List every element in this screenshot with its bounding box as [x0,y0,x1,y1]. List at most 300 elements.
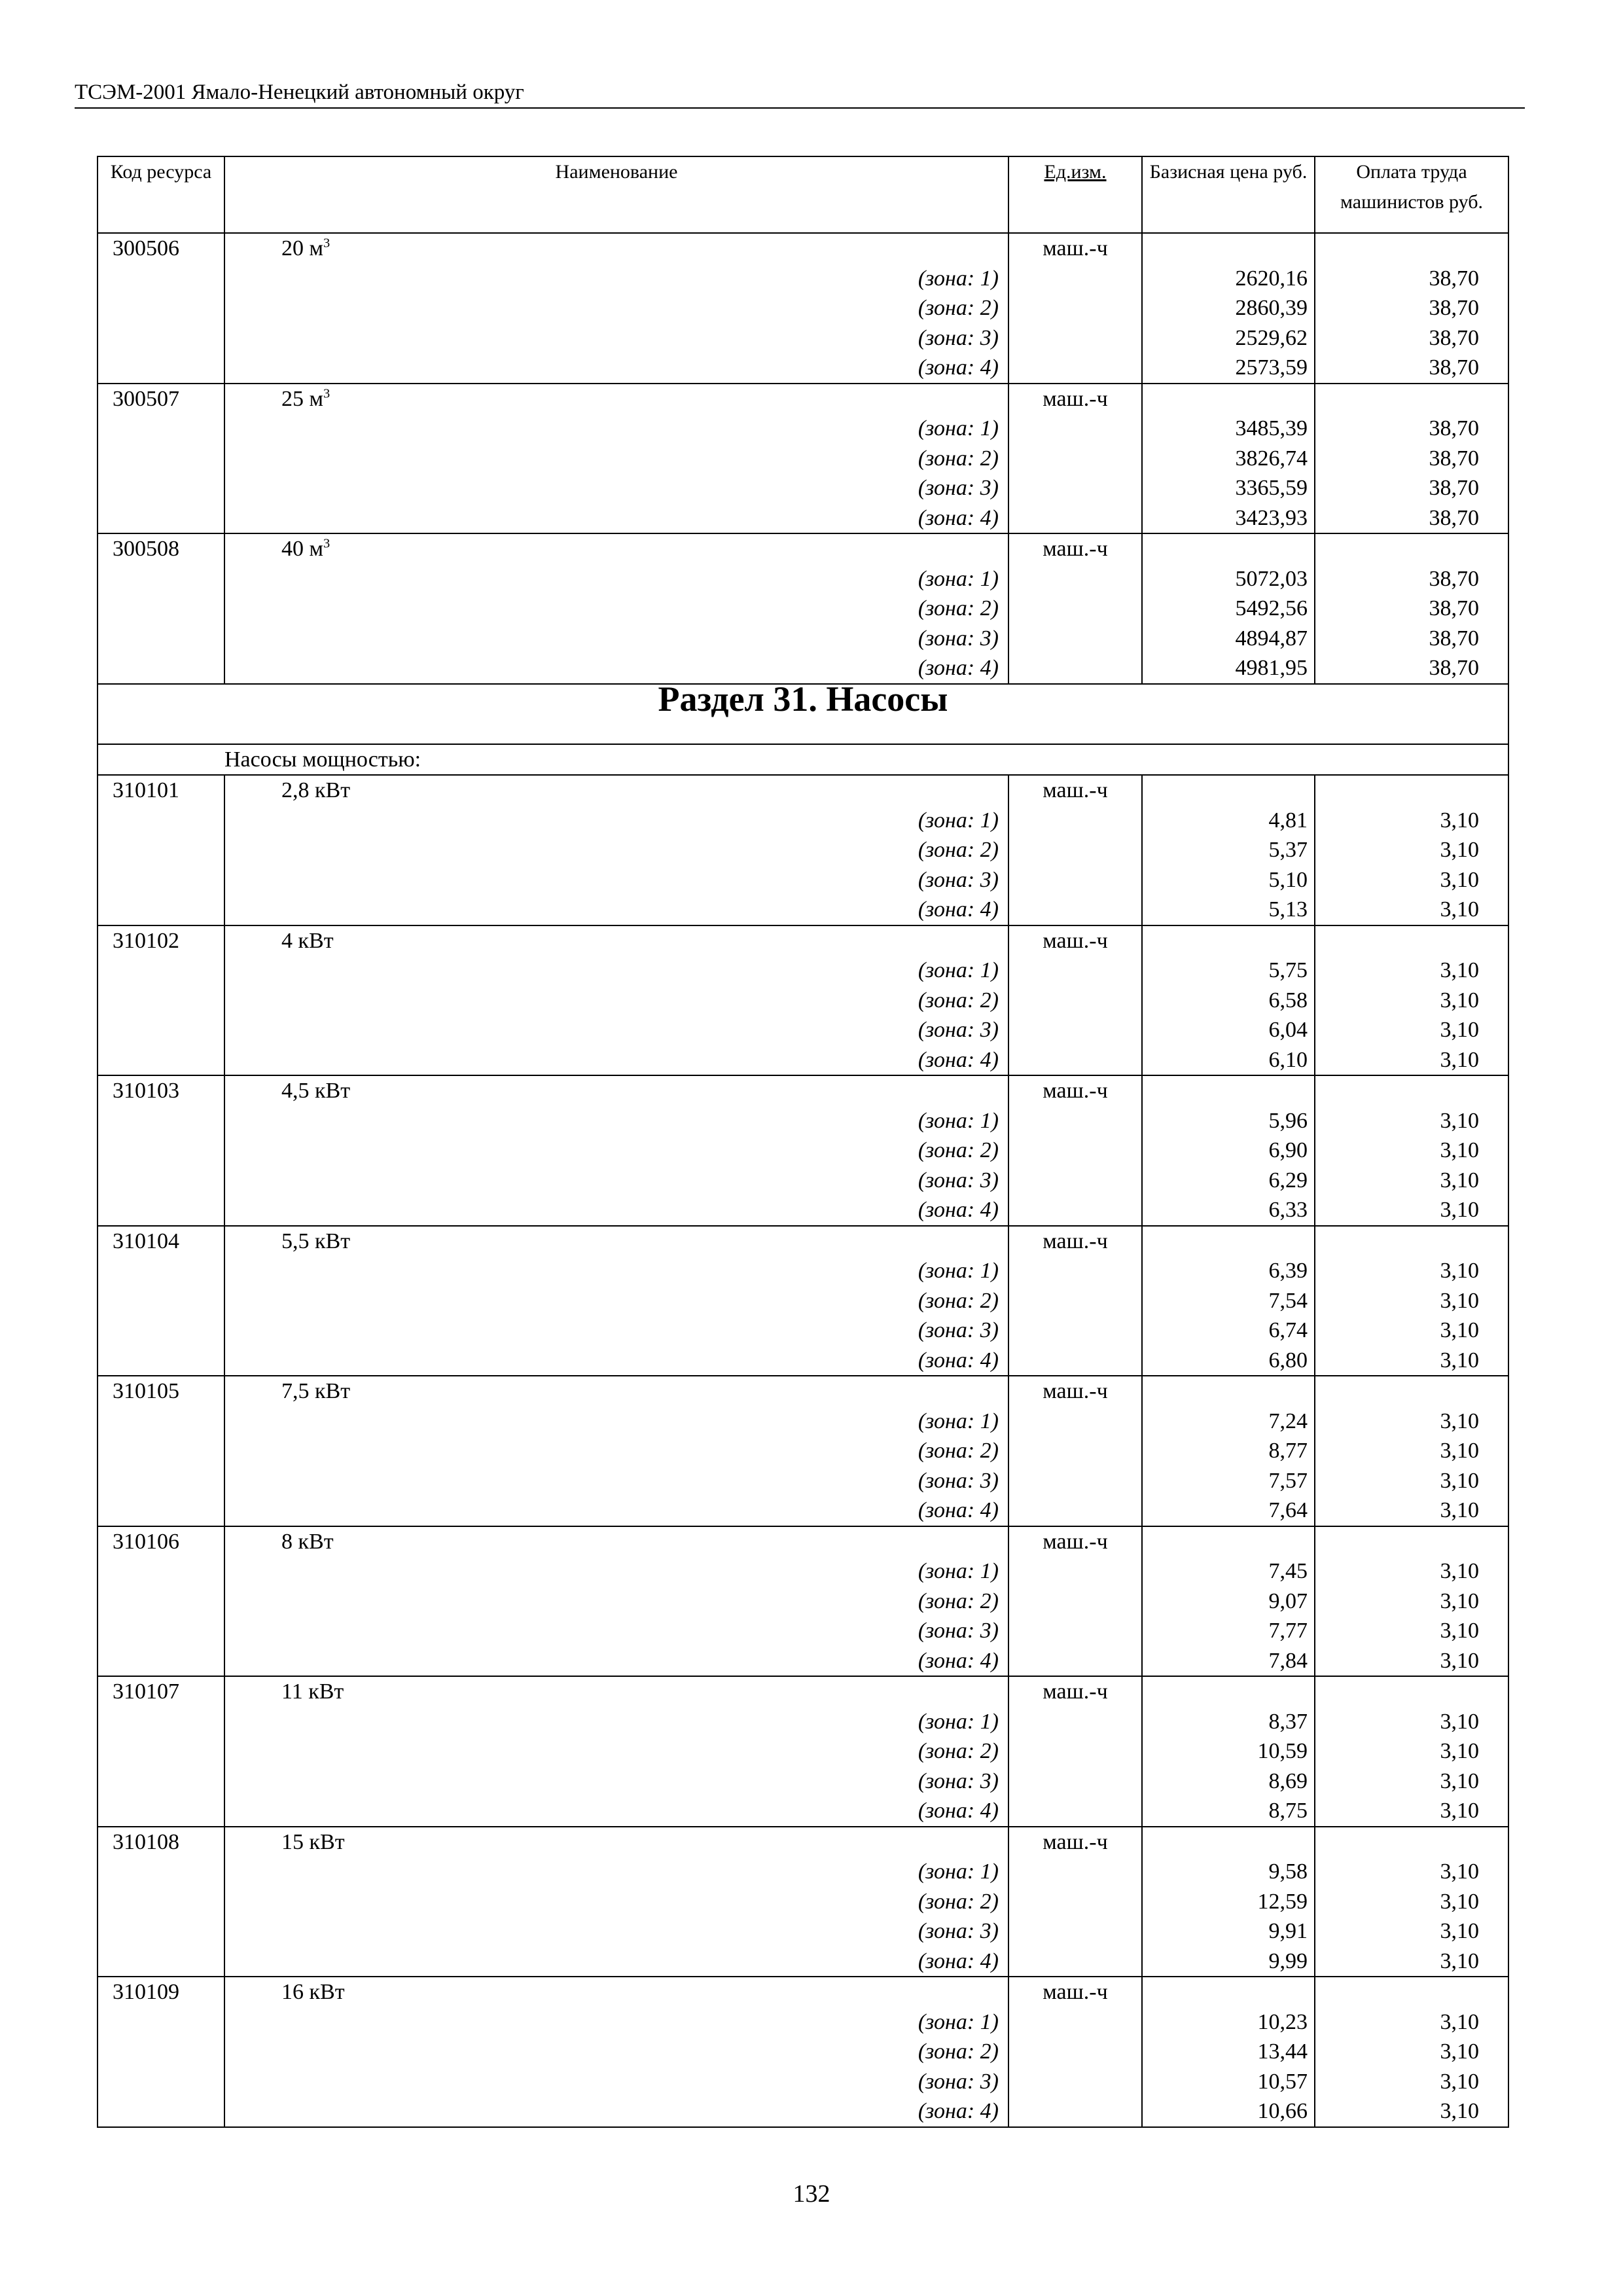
zone-label: (зона: 3) [224,624,1008,654]
operator-pay: 3,10 [1315,1466,1508,1496]
unit-cell [1008,1466,1142,1496]
zone-label: (зона: 2) [224,835,1008,865]
zone-row [98,1407,1508,1437]
resource-name-text: 5,5 кВт [281,1229,351,1253]
resource-unit: маш.-ч [1008,1526,1142,1557]
zone-row [98,1556,1508,1587]
resource-unit: маш.-ч [1008,925,1142,956]
unit-cell [1008,1946,1142,1977]
operator-pay: 3,10 [1315,865,1508,895]
operator-pay: 3,10 [1315,1767,1508,1797]
zone-label: (зона: 1) [224,564,1008,594]
operator-pay: 3,10 [1315,1916,1508,1946]
code-cell [98,986,224,1016]
zone-label: (зона: 3) [224,1616,1008,1646]
code-cell [98,1646,224,1677]
unit-cell [1008,1195,1142,1226]
base-price: 10,59 [1142,1736,1315,1767]
unit-cell [1008,1286,1142,1316]
zone-label: (зона: 2) [224,986,1008,1016]
code-cell [98,865,224,895]
code-cell [98,564,224,594]
price-cell [1142,1376,1315,1407]
unit-cell [1008,1916,1142,1946]
base-price: 7,45 [1142,1556,1315,1587]
unit-cell [1008,2007,1142,2037]
code-cell [98,1707,224,1737]
base-price: 3365,59 [1142,473,1315,503]
unit-cell [1008,1616,1142,1646]
operator-pay: 3,10 [1315,1136,1508,1166]
resource-name-text: 40 м [281,537,324,561]
resource-name [224,384,1008,414]
operator-pay: 3,10 [1315,1946,1508,1977]
base-price: 6,90 [1142,1136,1315,1166]
zone-row [98,473,1508,503]
unit-cell [1008,653,1142,684]
cubic-superscript: 3 [323,536,330,551]
code-cell [98,444,224,474]
base-price: 5,75 [1142,956,1315,986]
code-cell [98,1316,224,1346]
code-cell [98,1436,224,1466]
zone-row [98,1857,1508,1887]
base-price: 6,39 [1142,1256,1315,1286]
unit-cell [1008,1316,1142,1346]
code-cell [98,956,224,986]
base-price: 12,59 [1142,1887,1315,1917]
base-price: 9,07 [1142,1587,1315,1617]
price-cell [1142,1075,1315,1106]
base-price: 6,33 [1142,1195,1315,1226]
zone-label: (зона: 1) [224,1556,1008,1587]
section-title-row [98,684,1508,744]
section-subtitle: Насосы мощностью: [224,744,1508,776]
resource-table [97,156,1509,2128]
code-cell [98,1796,224,1827]
resource-code: 310108 [98,1827,224,1857]
zone-row [98,293,1508,323]
operator-pay: 3,10 [1315,2067,1508,2097]
code-cell [98,414,224,444]
zone-label: (зона: 2) [224,1436,1008,1466]
pay-cell [1315,233,1508,264]
resource-name [224,1226,1008,1257]
zone-row [98,1916,1508,1946]
operator-pay: 3,10 [1315,1015,1508,1045]
zone-row [98,1045,1508,1076]
zone-label: (зона: 3) [224,1166,1008,1196]
resource-name-text: 8 кВт [281,1529,334,1554]
base-price: 6,10 [1142,1045,1315,1076]
zone-label: (зона: 2) [224,1136,1008,1166]
resource-code: 310102 [98,925,224,956]
zone-label: (зона: 3) [224,2067,1008,2097]
operator-pay: 3,10 [1315,1556,1508,1587]
zone-row [98,1106,1508,1136]
zone-label: (зона: 4) [224,503,1008,534]
code-cell [98,1556,224,1587]
operator-pay: 3,10 [1315,1736,1508,1767]
price-cell [1142,1526,1315,1557]
zone-row [98,323,1508,353]
unit-cell [1008,1136,1142,1166]
resource-unit: маш.-ч [1008,1226,1142,1257]
pay-cell [1315,775,1508,806]
zone-row [98,956,1508,986]
operator-pay: 3,10 [1315,1857,1508,1887]
code-cell [98,1346,224,1376]
base-price: 8,69 [1142,1767,1315,1797]
code-cell [98,624,224,654]
unit-cell [1008,1496,1142,1526]
zone-label: (зона: 1) [224,1857,1008,1887]
price-cell [1142,233,1315,264]
page-number: 132 [793,2180,830,2208]
zone-row [98,1436,1508,1466]
code-cell [98,1946,224,1977]
zone-label: (зона: 4) [224,1946,1008,1977]
zone-label: (зона: 2) [224,1736,1008,1767]
code-cell [98,2007,224,2037]
zone-label: (зона: 4) [224,353,1008,384]
zone-label: (зона: 1) [224,414,1008,444]
table-row [98,1526,1508,1557]
resource-name [224,775,1008,806]
base-price: 7,24 [1142,1407,1315,1437]
operator-pay: 3,10 [1315,1796,1508,1827]
resource-name-text: 4 кВт [281,928,334,953]
price-cell [1142,925,1315,956]
resource-code: 310104 [98,1226,224,1257]
zone-label: (зона: 1) [224,1707,1008,1737]
base-price: 4894,87 [1142,624,1315,654]
operator-pay: 3,10 [1315,2096,1508,2127]
base-price: 7,84 [1142,1646,1315,1677]
code-cell [98,1587,224,1617]
resource-code: 310106 [98,1526,224,1557]
operator-pay: 3,10 [1315,956,1508,986]
base-price: 10,66 [1142,2096,1315,2127]
unit-cell [1008,444,1142,474]
base-price: 3485,39 [1142,414,1315,444]
operator-pay: 3,10 [1315,2007,1508,2037]
zone-row [98,865,1508,895]
base-price: 2620,16 [1142,264,1315,294]
unit-cell [1008,986,1142,1016]
zone-row [98,1256,1508,1286]
unit-cell [1008,293,1142,323]
unit-cell [1008,1587,1142,1617]
operator-pay: 3,10 [1315,1436,1508,1466]
operator-pay: 38,70 [1315,624,1508,654]
zone-row [98,806,1508,836]
resource-code: 300506 [98,233,224,264]
zone-row [98,2007,1508,2037]
zone-row [98,503,1508,534]
operator-pay: 3,10 [1315,835,1508,865]
base-price: 4,81 [1142,806,1315,836]
unit-cell [1008,1646,1142,1677]
code-cell [98,264,224,294]
zone-label: (зона: 3) [224,1767,1008,1797]
zone-row [98,1286,1508,1316]
price-cell [1142,1977,1315,2007]
header-pay: Оплата труда машинистов руб. [1315,156,1508,233]
zone-label: (зона: 1) [224,806,1008,836]
resource-code: 310107 [98,1676,224,1707]
zone-row [98,1015,1508,1045]
unit-cell [1008,1045,1142,1076]
zone-row [98,594,1508,624]
code-cell [98,1256,224,1286]
zone-row [98,986,1508,1016]
operator-pay: 38,70 [1315,503,1508,534]
base-price: 7,54 [1142,1286,1315,1316]
table-header-row [98,156,1508,233]
base-price: 5,10 [1142,865,1315,895]
code-cell [98,1496,224,1526]
base-price: 6,58 [1142,986,1315,1016]
code-cell [98,1407,224,1437]
header-code: Код ресурса [98,156,224,233]
table-row [98,1676,1508,1707]
pay-cell [1315,1676,1508,1707]
zone-row [98,353,1508,384]
zone-label: (зона: 3) [224,1916,1008,1946]
table-body-top [98,233,1508,684]
zone-label: (зона: 4) [224,1496,1008,1526]
pay-cell [1315,925,1508,956]
price-cell [1142,1676,1315,1707]
code-cell [98,323,224,353]
zone-row [98,1316,1508,1346]
zone-label: (зона: 3) [224,865,1008,895]
resource-code: 310105 [98,1376,224,1407]
operator-pay: 3,10 [1315,1316,1508,1346]
zone-label: (зона: 2) [224,293,1008,323]
base-price: 10,57 [1142,2067,1315,2097]
base-price: 9,99 [1142,1946,1315,1977]
unit-cell [1008,1857,1142,1887]
operator-pay: 3,10 [1315,895,1508,925]
code-cell [98,1616,224,1646]
zone-row [98,1496,1508,1526]
zone-label: (зона: 1) [224,2007,1008,2037]
operator-pay: 3,10 [1315,1496,1508,1526]
resource-name-text: 25 м [281,386,324,411]
resource-unit: маш.-ч [1008,1075,1142,1106]
base-price: 5,37 [1142,835,1315,865]
zone-row [98,1166,1508,1196]
resource-name [224,533,1008,564]
unit-cell [1008,2096,1142,2127]
table-row [98,1075,1508,1106]
zone-label: (зона: 1) [224,1407,1008,1437]
zone-label: (зона: 2) [224,1286,1008,1316]
code-cell [98,2067,224,2097]
section-block [98,679,1508,776]
table-row [98,1376,1508,1407]
code-cell [98,1166,224,1196]
zone-label: (зона: 1) [224,956,1008,986]
pay-cell [1315,533,1508,564]
zone-row [98,1136,1508,1166]
code-cell [98,1195,224,1226]
resource-unit: маш.-ч [1008,775,1142,806]
code-cell [98,353,224,384]
cubic-superscript: 3 [323,386,330,401]
section-title: Раздел 31. Насосы [98,684,1508,744]
code-cell [98,503,224,534]
resource-name [224,1827,1008,1857]
code-cell [98,653,224,684]
operator-pay: 3,10 [1315,1346,1508,1376]
resource-name-text: 20 м [281,236,324,260]
base-price: 2573,59 [1142,353,1315,384]
code-cell [98,2096,224,2127]
operator-pay: 38,70 [1315,264,1508,294]
zone-label: (зона: 2) [224,1887,1008,1917]
resource-unit: маш.-ч [1008,533,1142,564]
zone-label: (зона: 3) [224,473,1008,503]
unit-cell [1008,2037,1142,2067]
code-cell [98,1736,224,1767]
unit-cell [1008,1407,1142,1437]
operator-pay: 38,70 [1315,353,1508,384]
zone-row [98,1767,1508,1797]
zone-row [98,1646,1508,1677]
zone-label: (зона: 1) [224,1256,1008,1286]
zone-row [98,444,1508,474]
section-subtitle-row [98,744,1508,776]
zone-label: (зона: 4) [224,1195,1008,1226]
zone-label: (зона: 2) [224,2037,1008,2067]
operator-pay: 38,70 [1315,414,1508,444]
resource-name-text: 11 кВт [281,1679,344,1704]
base-price: 13,44 [1142,2037,1315,2067]
code-cell [98,835,224,865]
code-cell [98,293,224,323]
zone-row [98,1946,1508,1977]
code-cell [98,594,224,624]
zone-label: (зона: 4) [224,1796,1008,1827]
code-cell [98,1767,224,1797]
code-cell [98,806,224,836]
zone-row [98,564,1508,594]
operator-pay: 3,10 [1315,1407,1508,1437]
zone-row [98,2037,1508,2067]
base-price: 3826,74 [1142,444,1315,474]
base-price: 5492,56 [1142,594,1315,624]
zone-label: (зона: 2) [224,1587,1008,1617]
unit-cell [1008,1346,1142,1376]
code-cell [98,1916,224,1946]
pay-cell [1315,1827,1508,1857]
table-row [98,1977,1508,2007]
operator-pay: 38,70 [1315,444,1508,474]
code-cell [98,1015,224,1045]
resource-name [224,1977,1008,2007]
resource-name [224,1376,1008,1407]
unit-cell [1008,1736,1142,1767]
code-cell [98,1857,224,1887]
zone-label: (зона: 4) [224,653,1008,684]
resource-name [224,233,1008,264]
unit-cell [1008,1436,1142,1466]
resource-code: 310103 [98,1075,224,1106]
unit-cell [1008,414,1142,444]
operator-pay: 38,70 [1315,653,1508,684]
zone-row [98,1736,1508,1767]
unit-cell [1008,2067,1142,2097]
zone-row [98,414,1508,444]
unit-cell [1008,624,1142,654]
pay-cell [1315,1075,1508,1106]
header-unit [1008,156,1142,233]
zone-row [98,1796,1508,1827]
resource-code: 300507 [98,384,224,414]
unit-cell [1008,323,1142,353]
header-price: Базисная цена руб. [1142,156,1315,233]
resource-name-text: 15 кВт [281,1829,345,1854]
resource-name [224,925,1008,956]
unit-cell [1008,1796,1142,1827]
operator-pay: 38,70 [1315,323,1508,353]
base-price: 8,75 [1142,1796,1315,1827]
price-cell [1142,384,1315,414]
zone-row [98,1346,1508,1376]
unit-cell [1008,1015,1142,1045]
zone-label: (зона: 3) [224,1316,1008,1346]
operator-pay: 38,70 [1315,564,1508,594]
base-price: 9,91 [1142,1916,1315,1946]
operator-pay: 3,10 [1315,1045,1508,1076]
price-cell [1142,1827,1315,1857]
operator-pay: 3,10 [1315,986,1508,1016]
zone-label: (зона: 1) [224,264,1008,294]
zone-label: (зона: 2) [224,594,1008,624]
operator-pay: 3,10 [1315,1887,1508,1917]
operator-pay: 3,10 [1315,1256,1508,1286]
pay-cell [1315,1226,1508,1257]
operator-pay: 3,10 [1315,1587,1508,1617]
zone-row [98,2067,1508,2097]
pay-cell [1315,1526,1508,1557]
base-price: 2529,62 [1142,323,1315,353]
resource-code: 300508 [98,533,224,564]
base-price: 7,77 [1142,1616,1315,1646]
unit-cell [1008,503,1142,534]
resource-name [224,1676,1008,1707]
unit-cell [1008,564,1142,594]
zone-row [98,624,1508,654]
resource-name-text: 2,8 кВт [281,778,351,802]
base-price: 10,23 [1142,2007,1315,2037]
resource-unit: маш.-ч [1008,384,1142,414]
zone-row [98,264,1508,294]
base-price: 6,74 [1142,1316,1315,1346]
operator-pay: 3,10 [1315,1195,1508,1226]
operator-pay: 3,10 [1315,2037,1508,2067]
resource-name [224,1075,1008,1106]
unit-cell [1008,835,1142,865]
code-cell [98,1106,224,1136]
resource-code: 310101 [98,775,224,806]
resource-unit: маш.-ч [1008,1676,1142,1707]
base-price: 7,64 [1142,1496,1315,1526]
price-cell [1142,533,1315,564]
